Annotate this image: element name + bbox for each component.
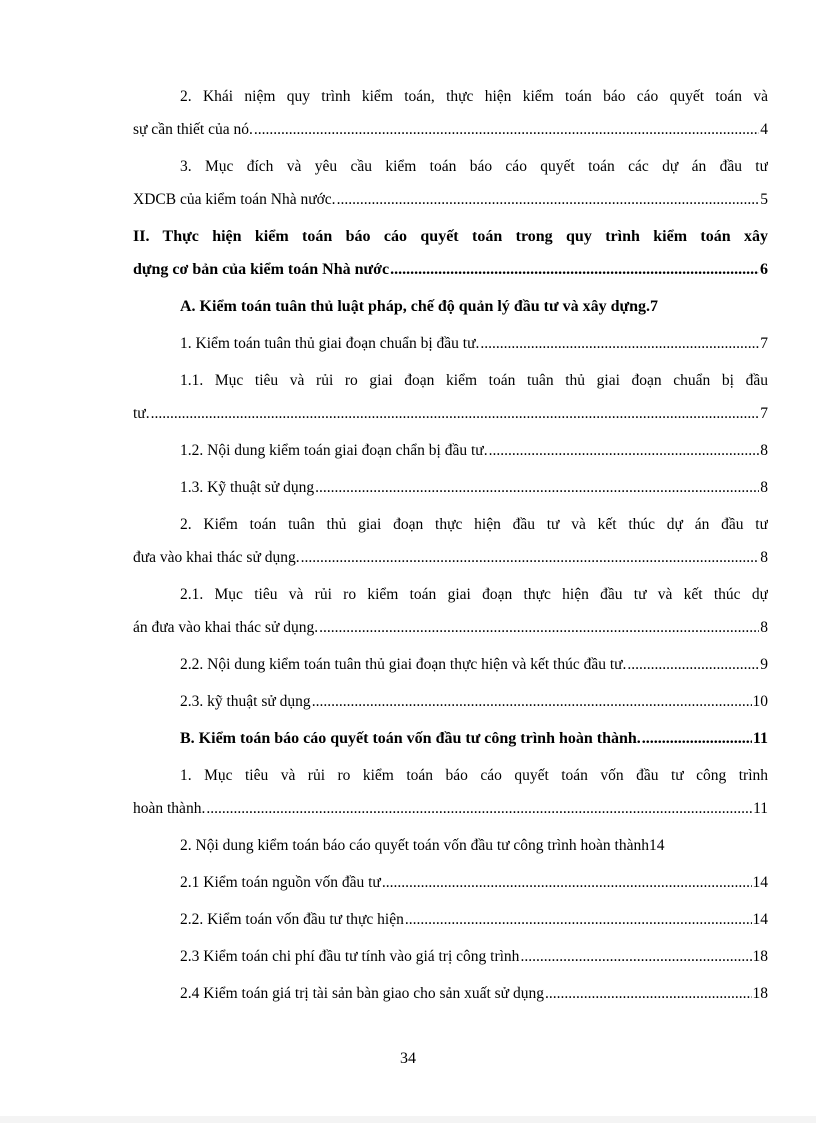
page-number: 34	[400, 1050, 416, 1067]
toc-page-number: 14	[649, 837, 665, 854]
toc-page-number: 11	[753, 800, 768, 817]
toc-entry-title: 1. Kiểm toán tuân thủ giai đoạn chuẩn bị đầu tư.	[180, 335, 480, 352]
toc-entry[interactable]	[133, 940, 768, 973]
toc-entry-line	[133, 508, 768, 541]
toc-entry-title: dựng cơ bản của kiểm toán Nhà nước	[133, 261, 390, 278]
toc-page-number: 8	[760, 549, 768, 566]
toc-page-number: 5	[760, 191, 768, 208]
toc-dot-leader	[480, 327, 759, 360]
toc-dot-leader	[627, 648, 759, 681]
toc-entry[interactable]	[133, 611, 768, 644]
toc-entry[interactable]	[133, 183, 768, 216]
toc-page-number: 6	[760, 261, 768, 278]
toc-dot-leader	[545, 977, 752, 1010]
toc-page-number: 4	[760, 121, 768, 138]
toc-entry-title: 2. Nội dung kiểm toán báo cáo quyết toán vốn đầu tư công trình hoàn thành	[180, 837, 649, 854]
toc-entry-title: 2.1 Kiểm toán nguồn vốn đầu tư	[180, 874, 381, 891]
toc-entry[interactable]	[133, 648, 768, 681]
page-footer-strip	[0, 1116, 816, 1123]
toc-entry[interactable]	[133, 113, 768, 146]
toc-dot-leader	[390, 253, 759, 286]
toc-entry-title: 2.1. Mục tiêu và rủi ro kiểm toán giai đoạn thực hiện đầu tư và kết thúc dự	[180, 586, 768, 603]
toc-entry-title: sự cần thiết của nó.	[133, 121, 253, 138]
toc-entry[interactable]	[133, 290, 768, 323]
toc-page-number: 18	[752, 948, 768, 965]
toc-dot-leader	[642, 722, 752, 755]
toc-page-number: 11	[752, 730, 768, 747]
toc-entry-title: 1.1. Mục tiêu và rủi ro giai đoạn kiểm toán tuân thủ giai đoạn chuẩn bị đầu	[180, 372, 768, 389]
toc-dot-leader	[382, 866, 752, 899]
toc-dot-leader	[489, 434, 760, 467]
toc-entry[interactable]	[133, 977, 768, 1010]
toc-dot-leader	[151, 397, 760, 430]
toc-entry[interactable]	[133, 253, 768, 286]
toc-entry-line	[133, 80, 768, 113]
toc-page-number: 7	[760, 405, 768, 422]
toc-entry-title: 1. Mục tiêu và rủi ro kiểm toán báo cáo quyết toán vốn đầu tư công trình	[180, 767, 768, 784]
toc-entry-line	[133, 150, 768, 183]
toc-entry-line	[133, 578, 768, 611]
toc-dot-leader	[520, 940, 751, 973]
toc-page-number: 8	[760, 442, 768, 459]
toc-entry[interactable]	[133, 903, 768, 936]
toc-page-number: 9	[760, 656, 768, 673]
toc-entry[interactable]	[133, 829, 768, 862]
toc-entry-title: tư.	[133, 405, 150, 422]
toc-page-number: 7	[649, 298, 658, 315]
toc-entry[interactable]	[133, 541, 768, 574]
toc-page-number: 10	[752, 693, 768, 710]
toc-dot-leader	[319, 611, 759, 644]
toc-entry-line	[133, 759, 768, 792]
toc-entry-line	[133, 220, 768, 253]
toc-entry-title: đưa vào khai thác sử dụng.	[133, 549, 300, 566]
toc-entry[interactable]	[133, 327, 768, 360]
toc-dot-leader	[405, 903, 752, 936]
toc-dot-leader	[312, 685, 752, 718]
toc-dot-leader	[337, 183, 760, 216]
toc-entry-line	[133, 364, 768, 397]
toc-entry[interactable]	[133, 866, 768, 899]
toc-entry[interactable]	[133, 792, 768, 825]
toc-entry-title: 2.3. kỹ thuật sử dụng	[180, 693, 311, 710]
toc-entry-title: A. Kiểm toán tuân thủ luật pháp, chế độ quản lý đầu tư và xây dựng.	[180, 298, 650, 315]
toc-dot-leader	[254, 113, 759, 146]
toc-entry-title: hoàn thành.	[133, 800, 206, 817]
toc-entry-title: 2.4 Kiểm toán giá trị tài sản bàn giao cho sản xuất sử dụng	[180, 985, 544, 1002]
toc-entry[interactable]	[133, 471, 768, 504]
toc-dot-leader	[301, 541, 760, 574]
toc-entry-title: 1.2. Nội dung kiểm toán giai đoạn chẩn bị đầu tư.	[180, 442, 488, 459]
toc-page-number: 14	[752, 874, 768, 891]
toc-entry[interactable]	[133, 434, 768, 467]
toc-entry[interactable]	[133, 722, 768, 755]
toc-page-number: 8	[760, 619, 768, 636]
toc-entry-title: II. Thực hiện kiểm toán báo cáo quyết toán trong quy trình kiểm toán xây	[133, 228, 768, 245]
toc-entry-title: XDCB của kiểm toán Nhà nước.	[133, 191, 336, 208]
toc-entry[interactable]	[133, 397, 768, 430]
toc-entry-title: 2.2. Nội dung kiểm toán tuân thủ giai đoạn thực hiện và kết thúc đầu tư.	[180, 656, 627, 673]
toc-page-number: 8	[760, 479, 768, 496]
table-of-contents	[133, 76, 768, 1010]
toc-dot-leader	[206, 792, 752, 825]
toc-page-number: 18	[752, 985, 768, 1002]
toc-entry-title: án đưa vào khai thác sử dụng.	[133, 619, 319, 636]
toc-dot-leader	[315, 471, 759, 504]
toc-page-number: 14	[752, 911, 768, 928]
toc-entry-title: 2.2. Kiểm toán vốn đầu tư thực hiện	[180, 911, 404, 928]
toc-entry[interactable]	[133, 685, 768, 718]
toc-entry-title: 1.3. Kỹ thuật sử dụng	[180, 479, 315, 496]
toc-entry-title: 2.3 Kiểm toán chi phí đầu tư tính vào giá trị công trình	[180, 948, 520, 965]
toc-entry-title: 2. Khái niệm quy trình kiểm toán, thực hiện kiểm toán báo cáo quyết toán và	[180, 88, 768, 105]
toc-entry-title: 3. Mục đích và yêu cầu kiểm toán báo cáo quyết toán các dự án đầu tư	[180, 158, 768, 175]
toc-page-number: 7	[760, 335, 768, 352]
toc-entry-title: 2. Kiểm toán tuân thủ giai đoạn thực hiện đầu tư và kết thúc dự án đầu tư	[180, 516, 768, 533]
toc-entry-title: B. Kiểm toán báo cáo quyết toán vốn đầu tư công trình hoàn thành.	[180, 730, 641, 747]
